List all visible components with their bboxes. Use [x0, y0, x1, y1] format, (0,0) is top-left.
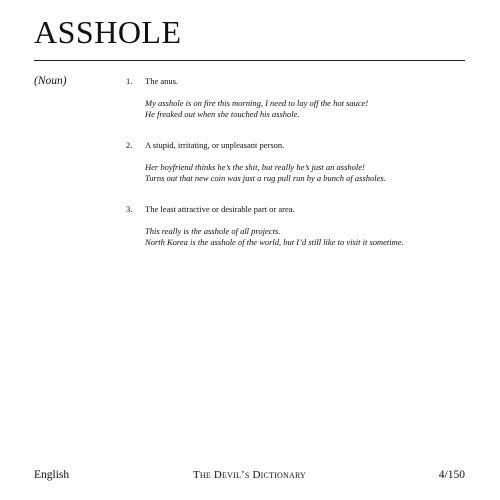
footer-language: English [34, 469, 70, 481]
sense-list [126, 76, 466, 268]
sense-example: North Korea is the asshole of the world, but I’d still like to visit it sometime. [145, 237, 404, 247]
sense-example: This really is the asshole of all projects. [145, 226, 281, 236]
headword-divider [34, 60, 465, 61]
headword: ASSHOLE [34, 14, 182, 50]
sense-item [126, 76, 466, 120]
page-footer [34, 468, 465, 482]
sense-definition: A stupid, irritating, or unpleasant person. [145, 140, 285, 150]
sense-number: 2. [126, 140, 133, 150]
sense-number: 3. [126, 204, 133, 214]
sense-definition: The least attractive or desirable part or area. [145, 204, 295, 214]
sense-example: My asshole is on fire this morning, I need to lay off the hot sauce! [145, 98, 369, 108]
sense-example: Turns out that new coin was just a rug pull run by a bunch of assholes. [145, 173, 386, 183]
sense-example: He freaked out when she touched his asshole. [145, 109, 300, 119]
sense-example: Her boyfriend thinks he’s the shit, but really he’s just an asshole! [145, 162, 365, 172]
part-of-speech: (Noun) [34, 75, 67, 87]
footer-page-number: 4/150 [438, 469, 465, 481]
footer-book-title: The Devil’s Dictionary [192, 469, 307, 481]
sense-item [126, 140, 466, 184]
sense-definition: The anus. [145, 76, 179, 86]
sense-number: 1. [126, 76, 133, 86]
sense-item [126, 204, 466, 248]
